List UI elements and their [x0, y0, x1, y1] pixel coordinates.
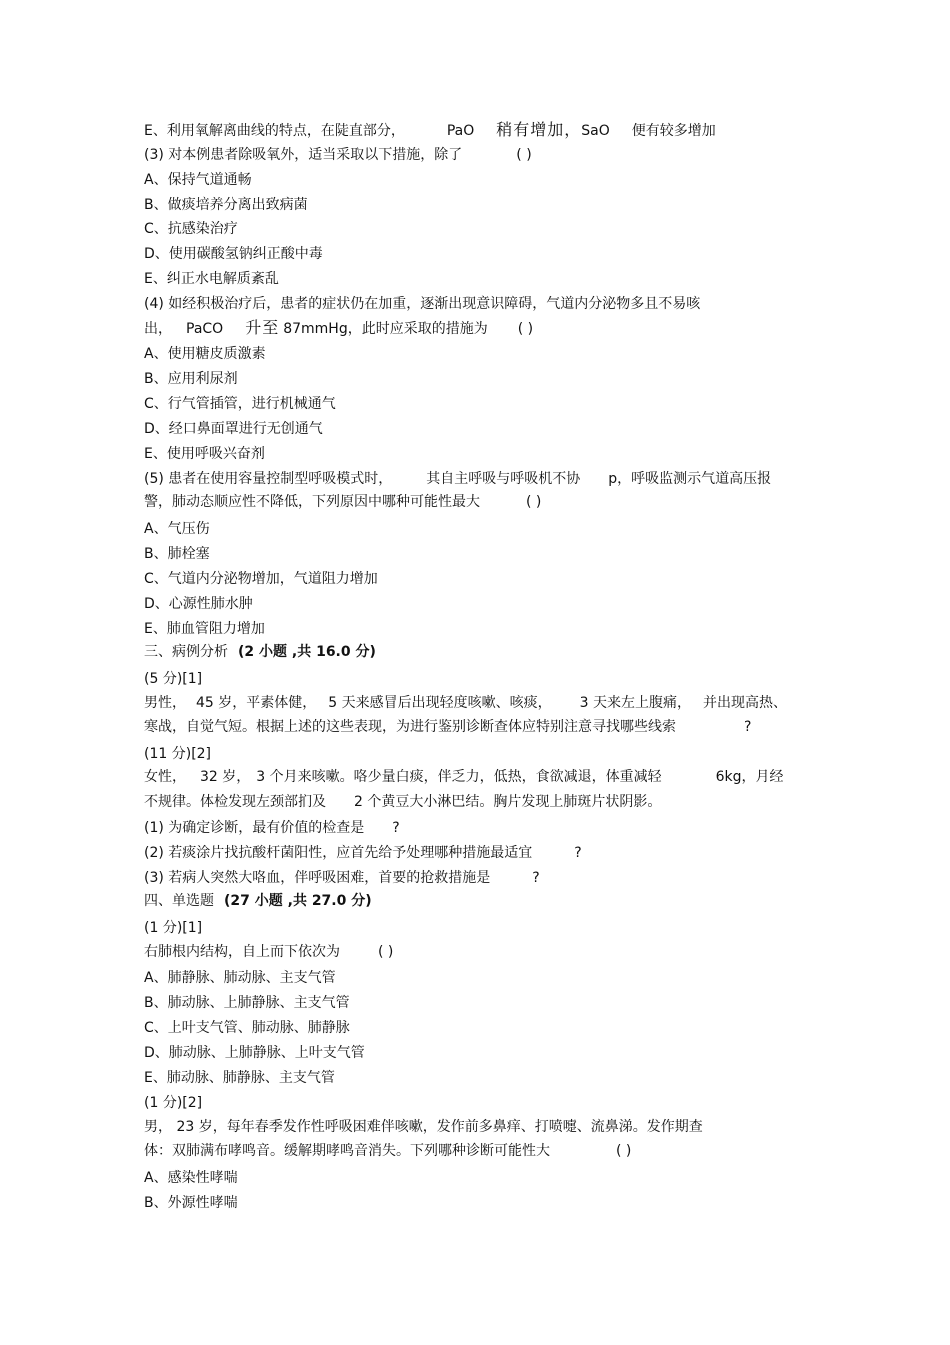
pao-label: PaO: [446, 123, 475, 139]
case-text: 3 个月来咳嗽。咯少量白痰，伴乏力，低热，食欲减退，体重减轻: [256, 769, 662, 785]
case2-score: (11 分)[2]: [144, 746, 212, 762]
s4-q1-option-e: E、肺动脉、肺静脉、主支气管: [144, 1070, 335, 1086]
case-text: 3 天来左上腹痛，: [579, 695, 691, 711]
s4-q1-option-c: C、上叶支气管、肺动脉、肺静脉: [144, 1020, 350, 1036]
question-mark: ?: [744, 719, 752, 735]
case1-line2: [144, 717, 751, 737]
q4-option-e: E、使用呼吸兴奋剂: [144, 446, 265, 462]
question-mark: ?: [574, 845, 582, 861]
case2-sub3: [144, 868, 540, 888]
section4-title: [144, 891, 372, 911]
case-text: 6kg，月经: [715, 769, 784, 785]
question-mark: ?: [532, 870, 540, 886]
sub-question: (3) 若病人突然大咯血，伴呼吸困难，首要的抢救措施是: [144, 870, 491, 886]
case2-sub2: [144, 843, 582, 863]
q3-option-b: B、做痰培养分离出致病菌: [144, 197, 308, 213]
q5-option-d: D、心源性肺水肿: [144, 596, 253, 612]
s4-q2-score: (1 分)[2]: [144, 1095, 203, 1111]
case-text: 32 岁，: [200, 769, 251, 785]
stem-text: 警，肺动态顺应性不降低，下列原因中哪种可能性最大: [144, 494, 480, 510]
q4-stem-line2: [144, 318, 533, 339]
q5-stem-line2: [144, 492, 541, 512]
q2-option-e: [144, 120, 716, 141]
section-title: 四、单选题: [144, 893, 214, 909]
section3-title: [144, 642, 376, 662]
section-summary: (27 小题 ,共 27.0 分): [224, 893, 372, 909]
answer-blank: ( ): [616, 1143, 632, 1159]
q4-option-b: B、应用利尿剂: [144, 371, 238, 387]
case-text: 不规律。体检发现左颈部扪及: [144, 794, 326, 810]
s4-q1-option-a: A、肺静脉、肺动脉、主支气管: [144, 970, 336, 986]
case2-sub1: [144, 818, 400, 838]
question-stem: (3) 对本例患者除吸氧外，适当采取以下措施，除了: [144, 147, 463, 163]
answer-blank: ( ): [517, 321, 534, 337]
option-text: 便有较多增加: [631, 123, 716, 139]
s4-q2-stem-line2: [144, 1141, 631, 1161]
case-text: 5 天来感冒后出现轻度咳嗽、咳痰，: [328, 695, 552, 711]
s4-q1-option-b: B、肺动脉、上肺静脉、主支气管: [144, 995, 350, 1011]
q3-option-d: D、使用碳酸氢钠纠正酸中毒: [144, 246, 323, 262]
q5-option-a: A、气压伤: [144, 521, 210, 537]
q5-option-e: E、肺血管阻力增加: [144, 621, 265, 637]
section-summary: (2 小题 ,共 16.0 分): [238, 644, 376, 660]
handwritten-text: 升至: [245, 318, 280, 337]
case-text: 45 岁，平素体健，: [196, 695, 317, 711]
case2-line1: [144, 767, 784, 787]
case2-line2: [144, 792, 661, 812]
case1-score: (5 分)[1]: [144, 671, 203, 687]
stem-text: 出，: [144, 321, 172, 337]
question-stem: 右肺根内结构，自上而下依次为: [144, 944, 340, 960]
sub-question: (2) 若痰涂片找抗酸杆菌阳性，应首先给予处理哪种措施最适宜: [144, 845, 533, 861]
sub-question: (1) 为确定诊断，最有价值的检查是: [144, 820, 365, 836]
q4-option-a: A、使用糖皮质激素: [144, 346, 266, 362]
q5-option-c: C、气道内分泌物增加，气道阻力增加: [144, 571, 378, 587]
question-stem: 体：双肺满布哮鸣音。缓解期哮鸣音消失。下列哪种诊断可能性大: [144, 1143, 550, 1159]
case-text: 并出现高热、: [702, 695, 787, 711]
handwritten-text: 稍有增加，: [496, 120, 582, 139]
s4-q2-option-a: A、感染性哮喘: [144, 1170, 238, 1186]
q5-option-b: B、肺栓塞: [144, 546, 210, 562]
option-text: E、利用氧解离曲线的特点，在陡直部分，: [144, 123, 405, 139]
q4-option-d: D、经口鼻面罩进行无创通气: [144, 421, 323, 437]
q3-stem: [144, 145, 532, 165]
case-text: 寒战，自觉气短。根据上述的这些表现，为进行鉴别诊断查体应特别注意寻找哪些线索: [144, 719, 676, 735]
q3-option-e: E、纠正水电解质紊乱: [144, 271, 279, 287]
q5-stem-line1: [144, 469, 771, 489]
s4-q2-option-b: B、外源性哮喘: [144, 1195, 238, 1211]
answer-blank: ( ): [526, 494, 542, 510]
q3-option-a: A、保持气道通畅: [144, 172, 252, 188]
case-text: 女性，: [144, 769, 186, 785]
q3-option-c: C、抗感染治疗: [144, 221, 238, 237]
sao-label: SaO: [581, 123, 610, 139]
answer-blank: ( ): [378, 944, 394, 960]
stem-text: 87mmHg，此时应采取的措施为: [283, 321, 488, 337]
stem-text: p，呼吸监测示气道高压报: [608, 471, 772, 487]
stem-text: (5) 患者在使用容量控制型呼吸模式时，: [144, 471, 393, 487]
case-text: 2 个黄豆大小淋巴结。胸片发现上肺斑片状阴影。: [354, 794, 662, 810]
s4-q1-stem: [144, 942, 393, 962]
s4-q1-option-d: D、肺动脉、上肺静脉、上叶支气管: [144, 1045, 365, 1061]
stem-text: 其自主呼吸与呼吸机不协: [426, 471, 581, 487]
answer-blank: ( ): [516, 147, 532, 163]
case1-line1: [144, 693, 787, 713]
s4-q1-score: (1 分)[1]: [144, 920, 203, 936]
q4-option-c: C、行气管插管，进行机械通气: [144, 396, 336, 412]
question-mark: ?: [392, 820, 400, 836]
s4-q2-stem-line1: 男， 23 岁，每年春季发作性呼吸困难伴咳嗽，发作前多鼻痒、打喷嚏、流鼻涕。发作期查: [144, 1119, 703, 1135]
q4-stem-line1: (4) 如经积极治疗后，患者的症状仍在加重，逐渐出现意识障碍，气道内分泌物多且不易咳: [144, 296, 701, 312]
paco-label: PaCO: [186, 321, 224, 337]
section-title: 三、病例分析: [144, 644, 228, 660]
case-text: 男性，: [144, 695, 186, 711]
